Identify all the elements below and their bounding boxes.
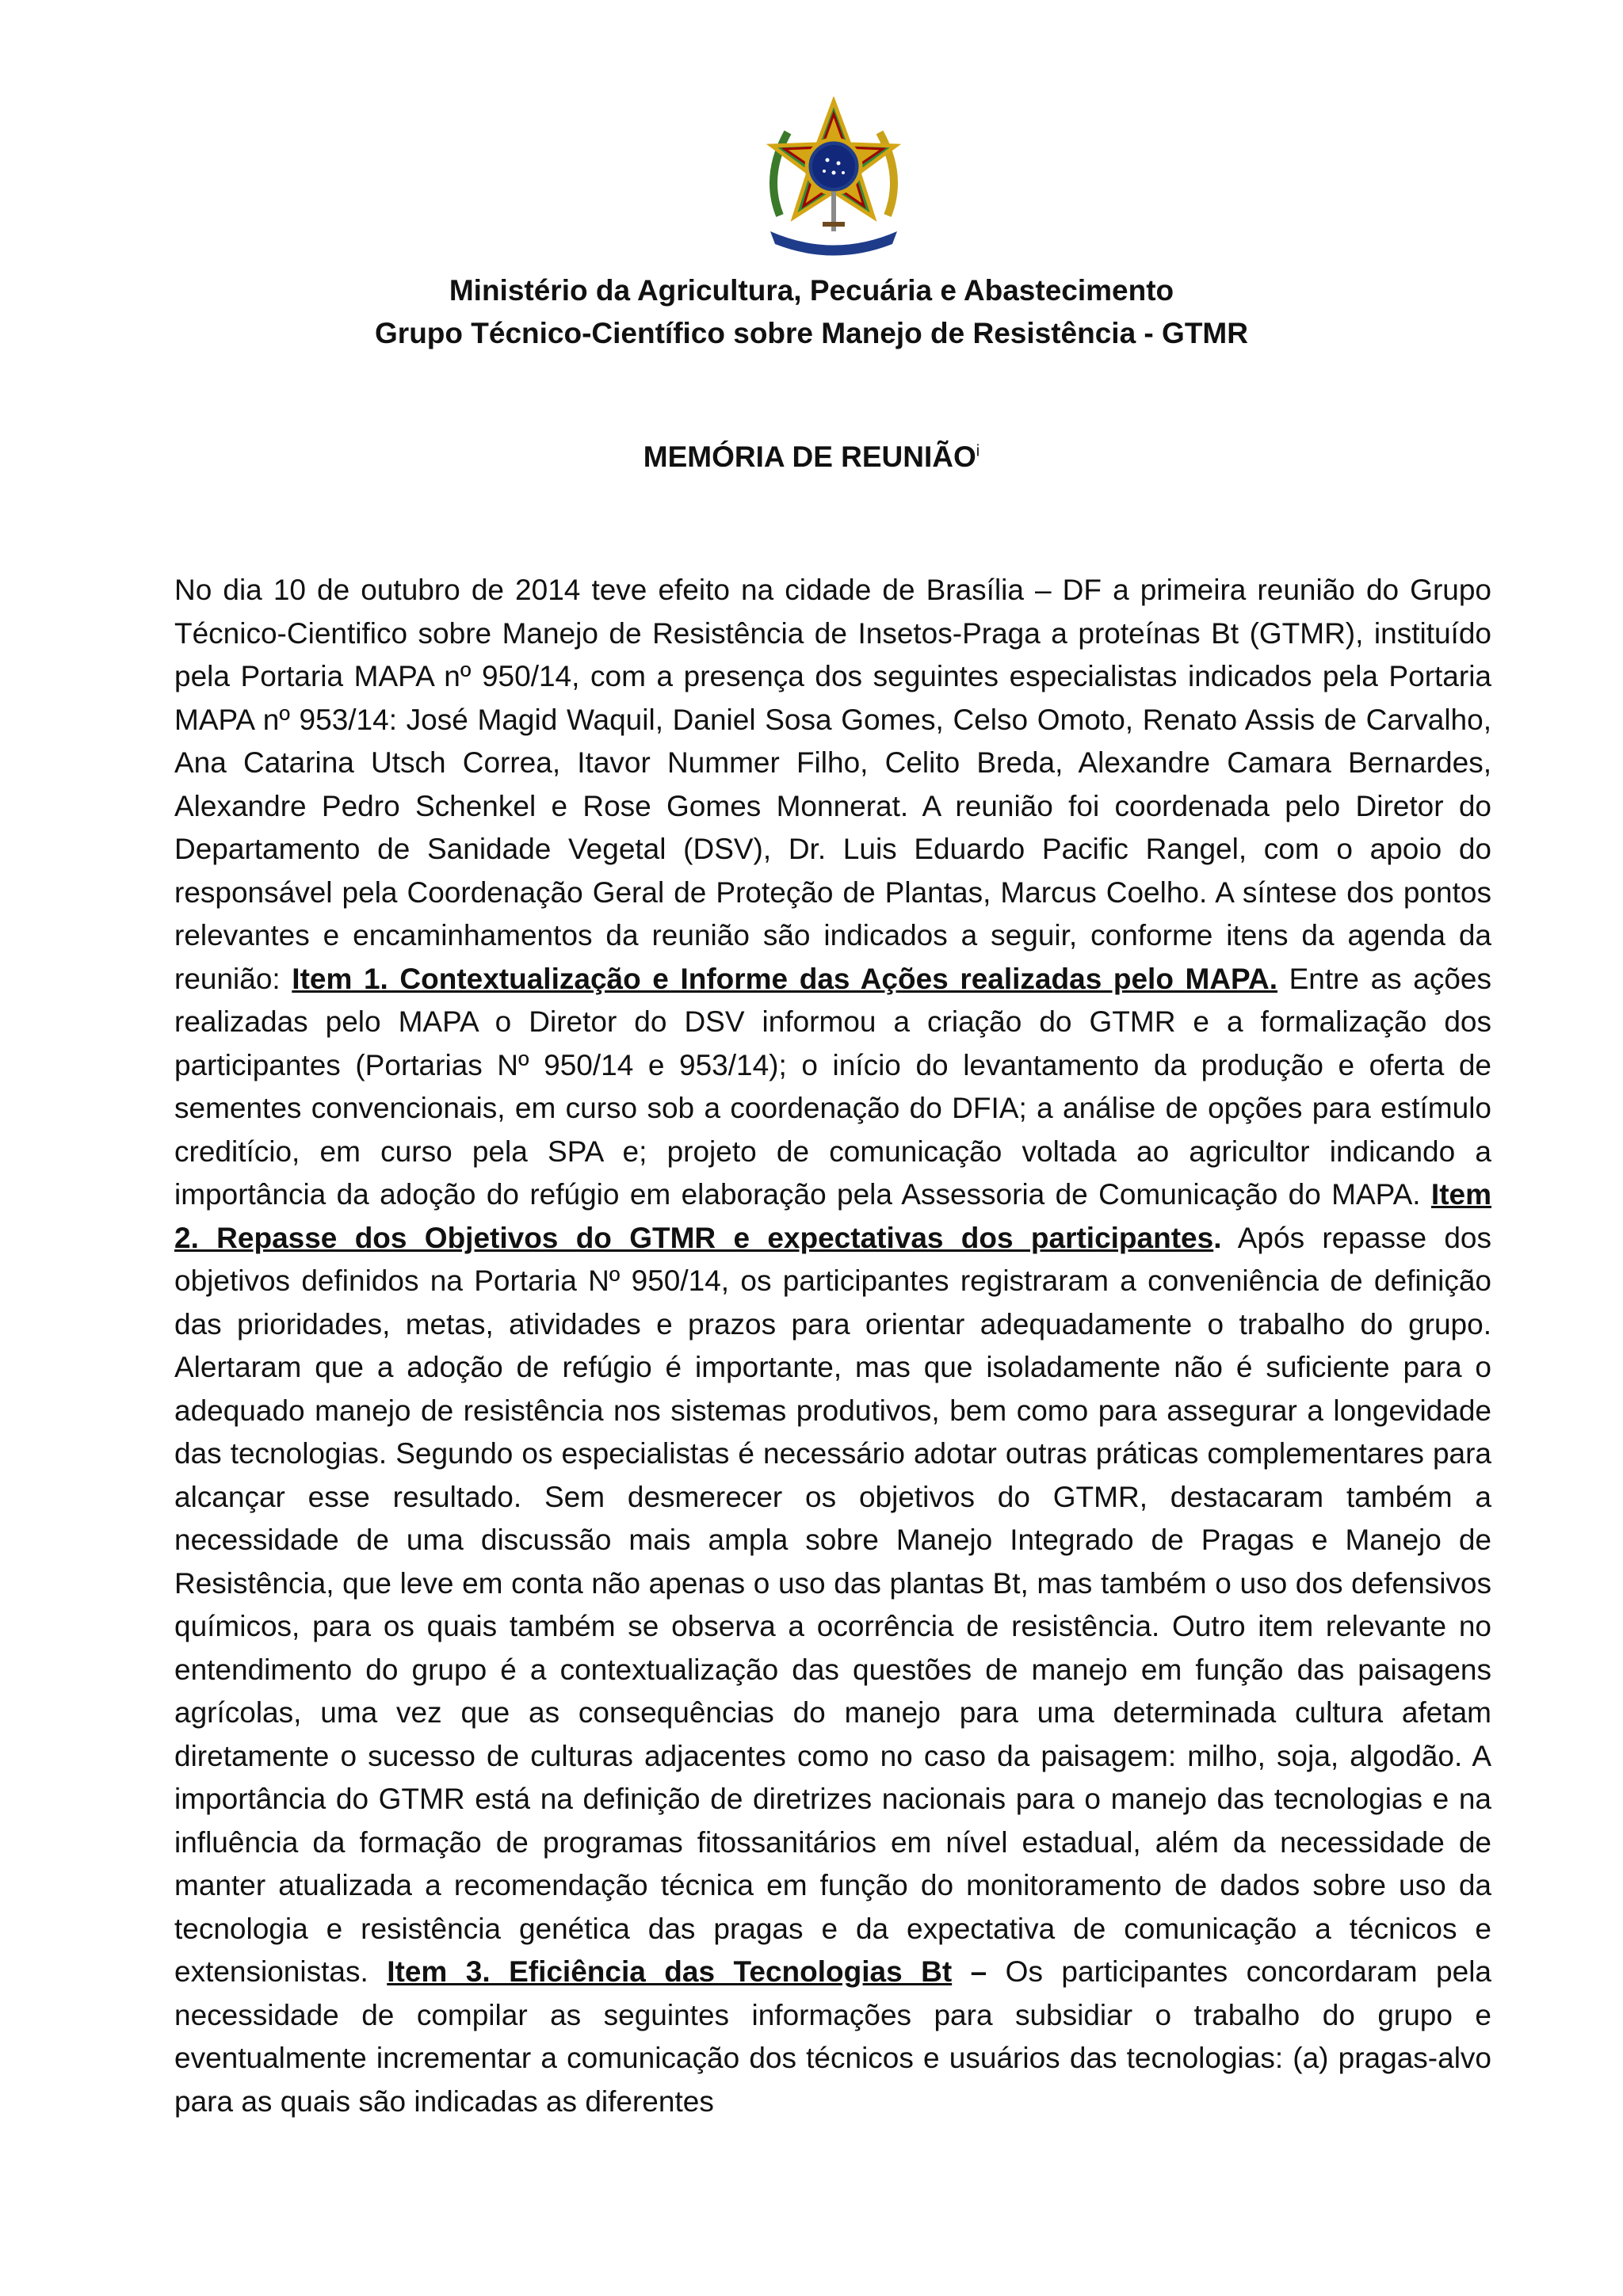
ministry-name: Ministério da Agricultura, Pecuária e Abastecimento — [449, 274, 1174, 307]
document-header — [0, 269, 1623, 355]
paragraph-item-3: Os participantes concordaram pela necessidade de compilar as seguintes informações para subsidiar o trabalho do grupo e eventualmente incrementar a comunicação dos técnicos e usuários das tecnologias: (a) pragas-alvo para as quais são indicadas as diferentes — [174, 1955, 1492, 2118]
paragraph-item-1: Entre as ações realizadas pelo MAPA o Diretor do DSV informou a criação do GTMR e a formalização dos participantes (Portarias Nº 950/14 e 953/14); o início do levantamento da produção e oferta de sementes convencionais, em curso sob a coordenação do DFIA; a análise de opções para estímulo creditício, em curso pela SPA e; projeto de comunicação voltada ao agricultor indicando a importância da adoção do refúgio em elaboração pela Assessoria de Comunicação do MAPA. — [174, 962, 1491, 1211]
paragraph-intro: No dia 10 de outubro de 2014 teve efeito na cidade de Brasília – DF a primeira reunião do Grupo Técnico-Cientifico sobre Manejo de Resistência de Insetos-Praga a proteínas Bt (GTMR), instituído pela Portaria MAPA nº 950/14, com a presença dos seguintes especialistas indicados pela Portaria MAPA nº 953/14: José Magid Waquil, Daniel Sosa Gomes, Celso Omoto, Renato Assis de Carvalho, Ana Catarina Utsch Correa, Itavor Nummer Filho, Celito Breda, Alexandre Camara Bernardes, Alexandre Pedro Schenkel e Rose Gomes Monnerat. A reunião foi coordenada pelo Diretor do Departamento de Sanidade Vegetal (DSV), Dr. Luis Eduardo Pacific Rangel, com o apoio do responsável pela Coordenação Geral de Proteção de Plantas, Marcus Coelho. A síntese dos pontos relevantes e encaminhamentos da reunião são indicados a seguir, conforme itens da agenda da reunião: — [174, 574, 1491, 995]
document-title — [0, 441, 1623, 474]
paragraph-item-2: Após repasse dos objetivos definidos na Portaria Nº 950/14, os participantes registraram a conveniência de definição das prioridades, metas, atividades e prazos para orientar adequadamente o trabalho do grupo. Alertaram que a adoção de refúgio é importante, mas que isoladamente não é suficiente para o adequado manejo de resistência nos sistemas produtivos, bem como para assegurar a longevidade das tecnologias. Segundo os especialistas é necessário adotar outras práticas complementares para alcançar esse resultado. Sem desmerecer os objetivos do GTMR, destacaram também a necessidade de uma discussão mais ampla sobre Manejo Integrado de Pragas e Manejo de Resistência, que leve em conta não apenas o uso das plantas Bt, mas também o uso dos defensivos químicos, para os quais também se observa a ocorrência de resistência. Outro item relevante no entendimento do grupo é a contextualização das questões de manejo em função das paisagens agrícolas, uma vez que as consequências do manejo para uma determinada cultura afetam diretamente o sucesso de culturas adjacentes como no caso da paisagem: milho, soja, algodão. A importância do GTMR está na definição de diretrizes nacionais para o manejo das tecnologias e na influência da formação de programas fitossanitários em nível estadual, além da necessidade de manter atualizada a recomendação técnica em função do monitoramento de dados sobre uso da tecnologia e resistência genética das pragas e da expectativa de comunicação a técnicos e extensionistas. — [174, 1221, 1491, 1988]
agenda-item-3-dash: – — [952, 1955, 987, 1988]
agenda-item-2-period: . — [1213, 1221, 1222, 1254]
agenda-item-3-heading: Item 3. Eficiência das Tecnologias Bt — [387, 1955, 953, 1988]
agenda-item-2-heading: Item 2. Repasse dos Objetivos do GTMR e expectativas dos participantes — [174, 1178, 1491, 1254]
coat-of-arms-emblem — [756, 97, 911, 258]
group-name: Grupo Técnico-Científico sobre Manejo de Resistência - GTMR — [375, 317, 1248, 349]
endnote-marker: i — [976, 442, 980, 460]
title-text: MEMÓRIA DE REUNIÃO — [643, 441, 976, 473]
meeting-minutes-body — [174, 569, 1491, 2123]
agenda-item-1-heading: Item 1. Contextualização e Informe das Ações realizadas pelo MAPA. — [292, 962, 1277, 995]
